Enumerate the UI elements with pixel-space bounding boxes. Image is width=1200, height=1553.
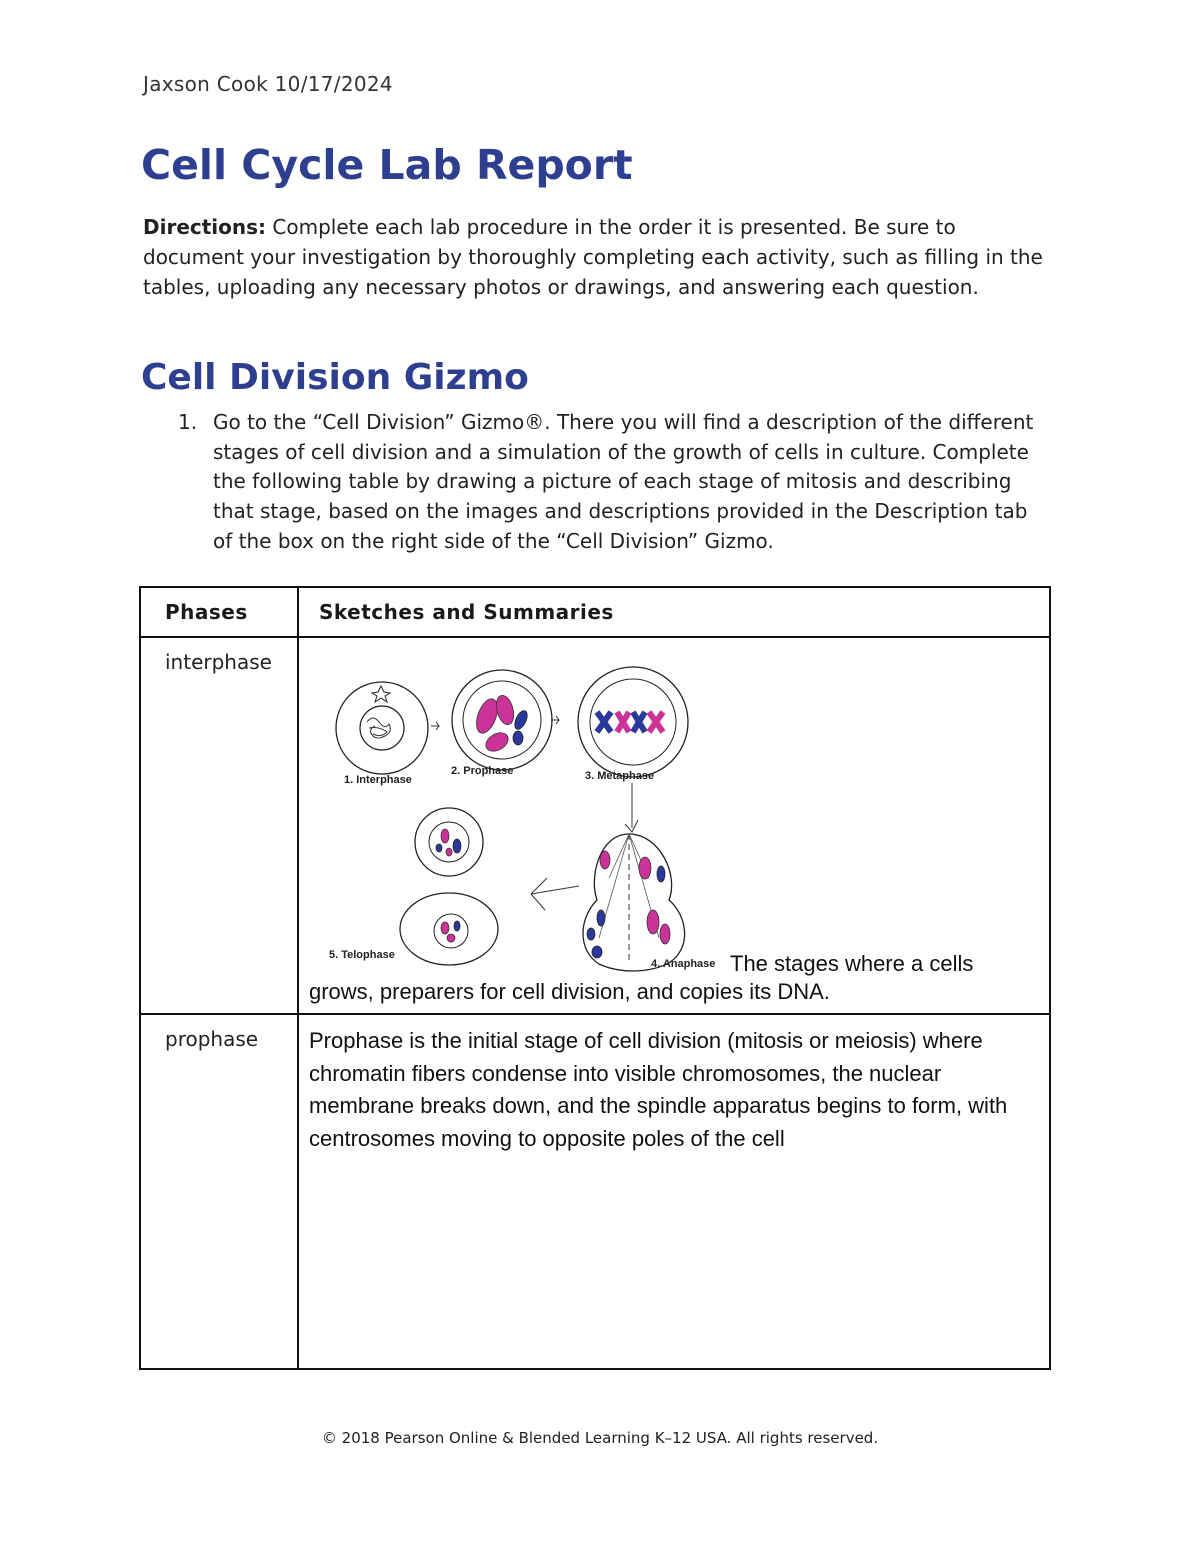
telophase-cells (400, 808, 498, 965)
phase-cell (140, 637, 298, 1014)
phase-cell (140, 1014, 298, 1369)
metaphase-cell (578, 667, 688, 832)
header-phases: Phases (140, 587, 298, 637)
interphase-cell (336, 682, 439, 774)
label-prophase: 2. Prophase (451, 765, 514, 778)
prophase-cell (452, 670, 559, 770)
interphase-summary: The stages where a cells grows, preparers for cell division, and copies its DNA. (309, 951, 974, 1005)
summary-cell (298, 1014, 1050, 1369)
phase-name: interphase (165, 650, 272, 675)
phases-table (139, 586, 1051, 1370)
author-date-line: Jaxson Cook 10/17/2024 (143, 72, 393, 96)
step-1 (178, 408, 1038, 557)
interphase-content (299, 638, 1049, 1013)
label-interphase: 1. Interphase (344, 774, 412, 787)
directions-text: Complete each lab procedure in the order it is presented. Be sure to document your investigation by thoroughly completing each activity, such as filling in the tables, uploading any necessary photos or drawings, and answering each question. (143, 215, 1043, 299)
phase-name: prophase (165, 1027, 259, 1052)
label-anaphase: 4. Anaphase (651, 958, 716, 971)
step-number: 1. (178, 410, 198, 434)
section-title: Cell Division Gizmo (141, 357, 529, 398)
summary-cell (298, 637, 1050, 1014)
table-row (140, 1014, 1050, 1369)
table-header-row (140, 587, 1050, 637)
prophase-summary: Prophase is the initial stage of cell division (mitosis or meiosis) where chromatin fibers condense into visible chromosomes, the nuclear membrane breaks down, and the spindle apparatus begins to form, with centrosomes moving to opposite poles of the cell (309, 1028, 1008, 1151)
page-title: Cell Cycle Lab Report (141, 141, 633, 189)
table-row (140, 637, 1050, 1014)
footer-copyright: © 2018 Pearson Online & Blended Learning K–12 USA. All rights reserved. (321, 1429, 879, 1447)
label-telophase: 5. Telophase (329, 949, 395, 962)
header-sketches: Sketches and Summaries (298, 587, 1050, 637)
directions-label: Directions: (143, 215, 267, 239)
label-metaphase: 3. Metaphase (585, 770, 655, 783)
directions-paragraph (143, 213, 1048, 302)
step-text: Go to the “Cell Division” Gizmo®. There you will find a description of the different stages of cell division and a simulation of the growth of cells in culture. Complete the following table by drawing a picture of each stage of mitosis and describing that stage, based on the images and descriptions provided in the Description tab of the box on the right side of the “Cell Division” Gizmo. (213, 410, 1034, 553)
